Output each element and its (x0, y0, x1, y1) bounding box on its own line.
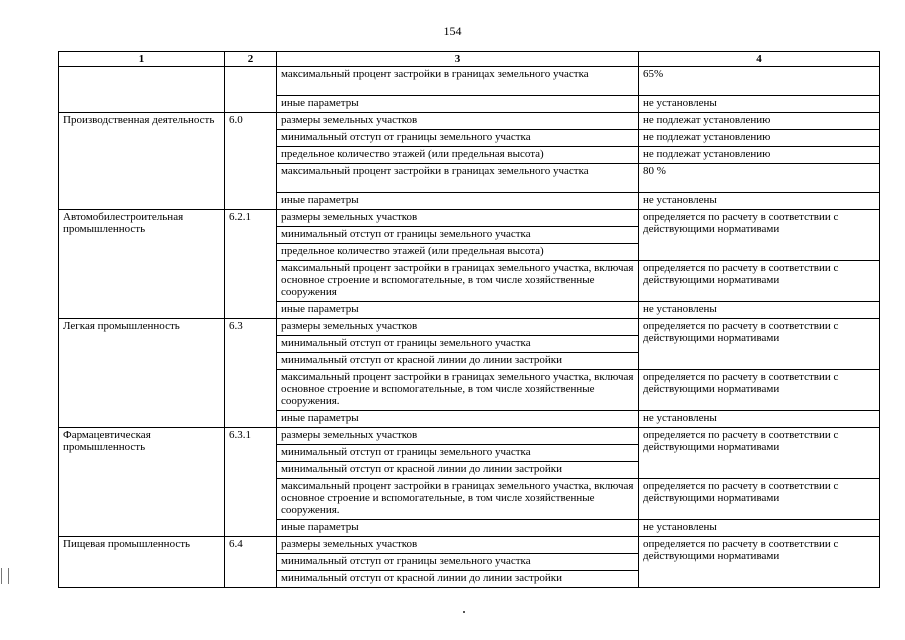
value-cell: не подлежат установлению (639, 113, 880, 130)
param-cell: минимальный отступ от границы земельного участка (277, 130, 639, 147)
value-cell: не установлены (639, 193, 880, 210)
value-cell: не подлежат установлению (639, 147, 880, 164)
param-cell: максимальный процент застройки в границах земельного участка, включая основное строение и вспомогательные, в том числе хозяйственные сооружения (277, 261, 639, 302)
param-cell: минимальный отступ от границы земельного участка (277, 227, 639, 244)
value-cell: не установлены (639, 302, 880, 319)
use-code-cell: 6.3.1 (225, 428, 277, 537)
value-cell: 80 % (639, 164, 880, 193)
param-cell: размеры земельных участков (277, 113, 639, 130)
use-code-cell: 6.0 (225, 113, 277, 210)
value-cell: определяется по расчету в соответствии с действующими нормативами (639, 537, 880, 588)
value-cell: определяется по расчету в соответствии с действующими нормативами (639, 261, 880, 302)
param-cell: минимальный отступ от красной линии до линии застройки (277, 462, 639, 479)
use-code-cell: 6.2.1 (225, 210, 277, 319)
param-cell: размеры земельных участков (277, 428, 639, 445)
param-cell: иные параметры (277, 96, 639, 113)
column-header-2: 2 (225, 52, 277, 67)
scan-dot (463, 611, 465, 613)
value-cell: не установлены (639, 411, 880, 428)
table-row (59, 428, 880, 445)
column-header-1: 1 (59, 52, 225, 67)
use-code-cell: 6.3 (225, 319, 277, 428)
param-cell: предельное количество этажей (или предельная высота) (277, 244, 639, 261)
value-cell: не установлены (639, 96, 880, 113)
value-cell: не подлежат установлению (639, 130, 880, 147)
use-name-cell: Автомобилестроительная промышленность (59, 210, 225, 319)
regulations-table (58, 51, 880, 588)
param-cell: минимальный отступ от границы земельного участка (277, 554, 639, 571)
header-row (59, 52, 880, 67)
table-row (59, 113, 880, 130)
use-code-cell (225, 67, 277, 113)
use-name-cell: Легкая промышленность (59, 319, 225, 428)
page-number: 154 (443, 24, 462, 38)
value-cell: определяется по расчету в соответствии с действующими нормативами (639, 428, 880, 479)
param-cell: размеры земельных участков (277, 210, 639, 227)
value-cell: определяется по расчету в соответствии с действующими нормативами (639, 210, 880, 261)
table-row (59, 67, 880, 96)
param-cell: максимальный процент застройки в границах земельного участка (277, 67, 639, 96)
use-code-cell: 6.4 (225, 537, 277, 588)
value-cell: 65% (639, 67, 880, 96)
value-cell: определяется по расчету в соответствии с действующими нормативами (639, 319, 880, 370)
table-row (59, 210, 880, 227)
param-cell: размеры земельных участков (277, 319, 639, 336)
param-cell: максимальный процент застройки в границах земельного участка (277, 164, 639, 193)
table-row (59, 319, 880, 336)
use-name-cell: Пищевая промышленность (59, 537, 225, 588)
table-row (59, 537, 880, 554)
param-cell: иные параметры (277, 520, 639, 537)
param-cell: минимальный отступ от красной линии до линии застройки (277, 353, 639, 370)
param-cell: предельное количество этажей (или предельная высота) (277, 147, 639, 164)
param-cell: размеры земельных участков (277, 537, 639, 554)
param-cell: иные параметры (277, 193, 639, 210)
column-header-3: 3 (277, 52, 639, 67)
value-cell: не установлены (639, 520, 880, 537)
value-cell: определяется по расчету в соответствии с действующими нормативами (639, 479, 880, 520)
column-header-4: 4 (639, 52, 880, 67)
param-cell: иные параметры (277, 411, 639, 428)
margin-scan-mark (1, 568, 9, 584)
value-cell: определяется по расчету в соответствии с действующими нормативами (639, 370, 880, 411)
param-cell: минимальный отступ от границы земельного участка (277, 336, 639, 353)
param-cell: минимальный отступ от границы земельного участка (277, 445, 639, 462)
param-cell: иные параметры (277, 302, 639, 319)
param-cell: максимальный процент застройки в границах земельного участка, включая основное строение и вспомогательные, в том числе хозяйственные сооружения. (277, 479, 639, 520)
param-cell: минимальный отступ от красной линии до линии застройки (277, 571, 639, 588)
use-name-cell (59, 67, 225, 113)
use-name-cell: Фармацевтическая промышленность (59, 428, 225, 537)
use-name-cell: Производственная деятельность (59, 113, 225, 210)
param-cell: максимальный процент застройки в границах земельного участка, включая основное строение и вспомогательные, в том числе хозяйственные сооружения. (277, 370, 639, 411)
